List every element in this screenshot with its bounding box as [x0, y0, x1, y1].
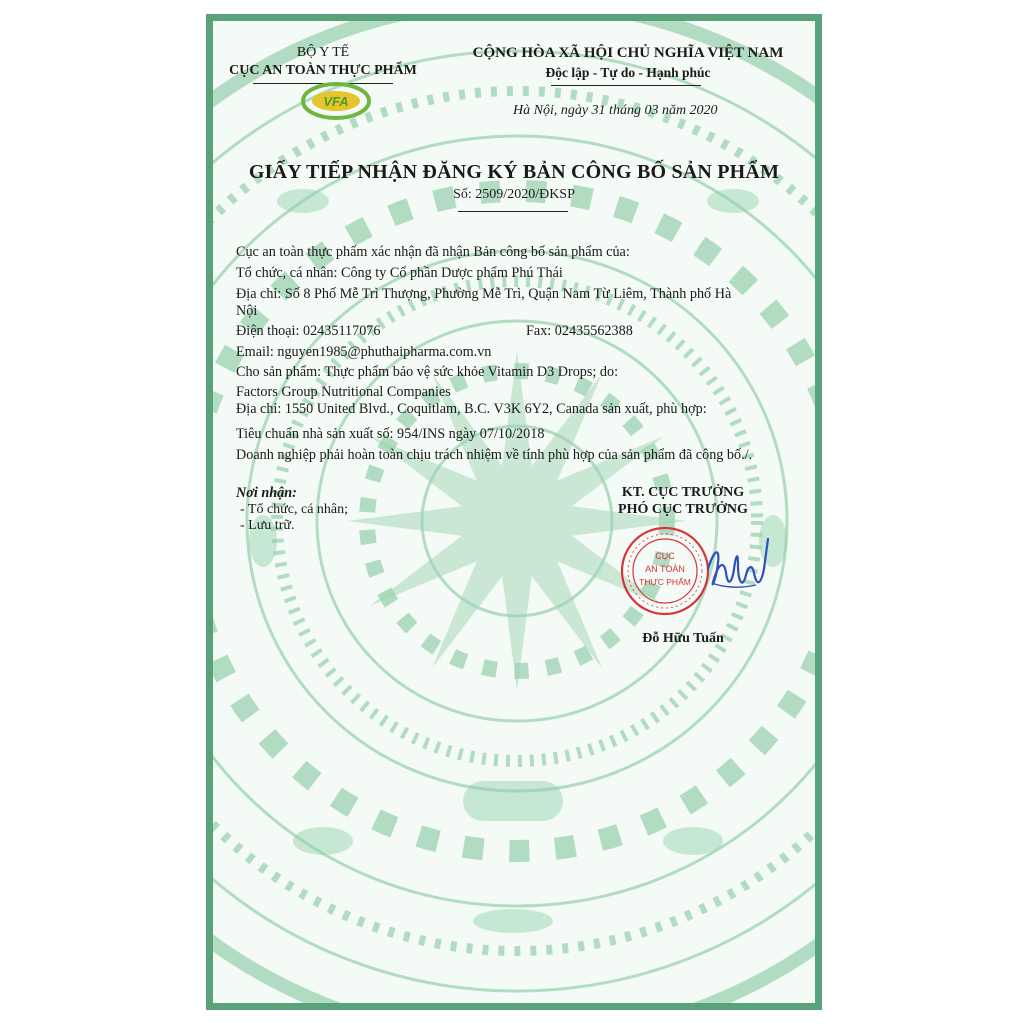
email-text: Email: nguyen1985@phuthaipharma.com.vn [236, 344, 492, 360]
number-underline [458, 211, 568, 212]
recipient-item: - Lưu trữ. [240, 518, 295, 533]
recipients-heading: Nơi nhận: [236, 485, 297, 501]
responsibility-text: Doanh nghiệp phải hoàn toàn chịu trách nhiệm về tính phù hợp của sản phẩm đã công bố./. [236, 447, 753, 463]
seal-text-line: CỤC [655, 551, 675, 561]
organization-text: Tổ chức, cá nhân: Công ty Cổ phần Dược phẩm Phú Thái [236, 265, 563, 281]
national-motto: Độc lập - Tự do - Hạnh phúc [545, 65, 711, 80]
recipient-item: - Tổ chức, cá nhân; [240, 502, 349, 517]
vfa-logo-text: VFA [323, 94, 349, 109]
standard-text: Tiêu chuẩn nhà sản xuất số: 954/INS ngày 07/10/2018 [236, 426, 545, 442]
fax-text: Fax: 02435562388 [526, 323, 633, 339]
document-number: Số: 2509/2020/ĐKSP [453, 187, 575, 202]
handwritten-signature [688, 529, 778, 609]
signatory-title-1: KT. CỤC TRƯỞNG [621, 485, 745, 500]
phone-text: Điện thoại: 02435117076 [236, 323, 381, 339]
manufacturer-text: Factors Group Nutritional Companies [236, 384, 451, 400]
motto-underline [551, 85, 701, 86]
address-line-2: Nội [236, 303, 258, 319]
manufacturer-address-text: Địa chỉ: 1550 United Blvd., Coquitlam, B.C. V3K 6Y2, Canada sản xuất, phù hợp: [236, 401, 707, 417]
ministry-name: BỘ Y TẾ [296, 45, 350, 60]
product-text: Cho sản phẩm: Thực phẩm bảo vệ sức khỏe Vitamin D3 Drops; do: [236, 364, 619, 380]
nation-name: CỘNG HÒA XÃ HỘI CHỦ NGHĨA VIỆT NAM [472, 45, 784, 61]
seal-text-line: THỰC PHẨM [639, 577, 691, 587]
place-date: Hà Nội, ngày 31 tháng 03 năm 2020 [513, 103, 718, 118]
agency-name: CỤC AN TOÀN THỰC PHẨM [229, 63, 417, 78]
intro-text: Cục an toàn thực phẩm xác nhận đã nhận Bản công bố sản phẩm của: [236, 244, 630, 260]
certificate-sheet [206, 14, 822, 1010]
seal-text-line: AN TOÀN [645, 564, 685, 574]
signatory-name: Đỗ Hữu Tuấn [642, 631, 724, 646]
address-line-1: Địa chỉ: Số 8 Phố Mễ Trì Thượng, Phường Mễ Trì, Quận Nam Từ Liêm, Thành phố Hà [236, 286, 732, 302]
document-title: GIẤY TIẾP NHẬN ĐĂNG KÝ BẢN CÔNG BỐ SẢN PHẨM [248, 161, 780, 183]
vfa-logo [301, 81, 371, 121]
signatory-title-2: PHÓ CỤC TRƯỞNG [618, 502, 748, 517]
